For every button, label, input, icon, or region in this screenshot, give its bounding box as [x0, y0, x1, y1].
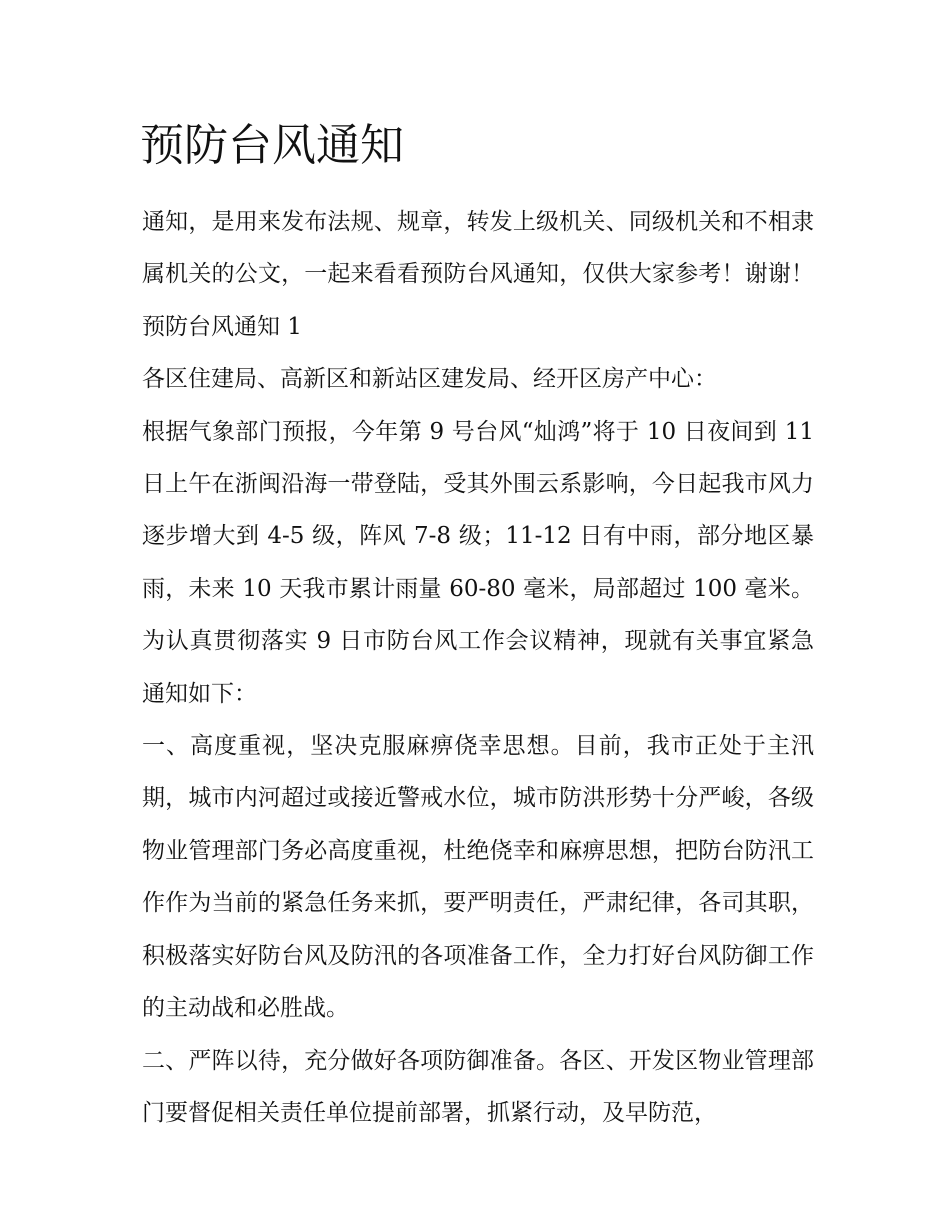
paragraph-forecast: 根据气象部门预报，今年第 9 号台风“灿鸿”将于 10 日夜间到 11 日上午在浙闽沿海一带登陆，受其外围云系影响，今日起我市风力逐步增大到 4-5 级，阵风 7-8 级；11-12 日有中雨，部分地区暴雨，未来 10 天我市累计雨量 60-80 毫米，局部超过 100 毫米。为认真贯彻落实 9 日市防台风工作会议精神，现就有关事宜紧急通知如下：	[142, 418, 814, 707]
paragraph-point-two: 二、严阵以待，充分做好各项防御准备。各区、开发区物业管理部门要督促相关责任单位提前部署，抓紧行动，及早防范，	[142, 1047, 814, 1126]
paragraph-intro: 通知，是用来发布法规、规章，转发上级机关、同级机关和不相隶属机关的公文，一起来看看预防台风通知，仅供大家参考！谢谢！ 预防台风通知 1	[142, 209, 814, 340]
document-body	[142, 196, 814, 1139]
paragraph-addressees: 各区住建局、高新区和新站区建发局、经开区房产中心：	[142, 366, 717, 393]
paragraph-point-one: 一、高度重视，坚决克服麻痹侥幸思想。目前，我市正处于主汛期，城市内河超过或接近警戒水位，城市防洪形势十分严峻，各级物业管理部门务必高度重视，杜绝侥幸和麻痹思想，把防台防汛工作作为当前的紧急任务来抓，要严明责任，严肃纪律，各司其职，积极落实好防台风及防汛的各项准备工作，全力打好台风防御工作的主动战和必胜战。	[142, 733, 814, 1022]
document-title: 预防台风通知	[140, 120, 404, 171]
